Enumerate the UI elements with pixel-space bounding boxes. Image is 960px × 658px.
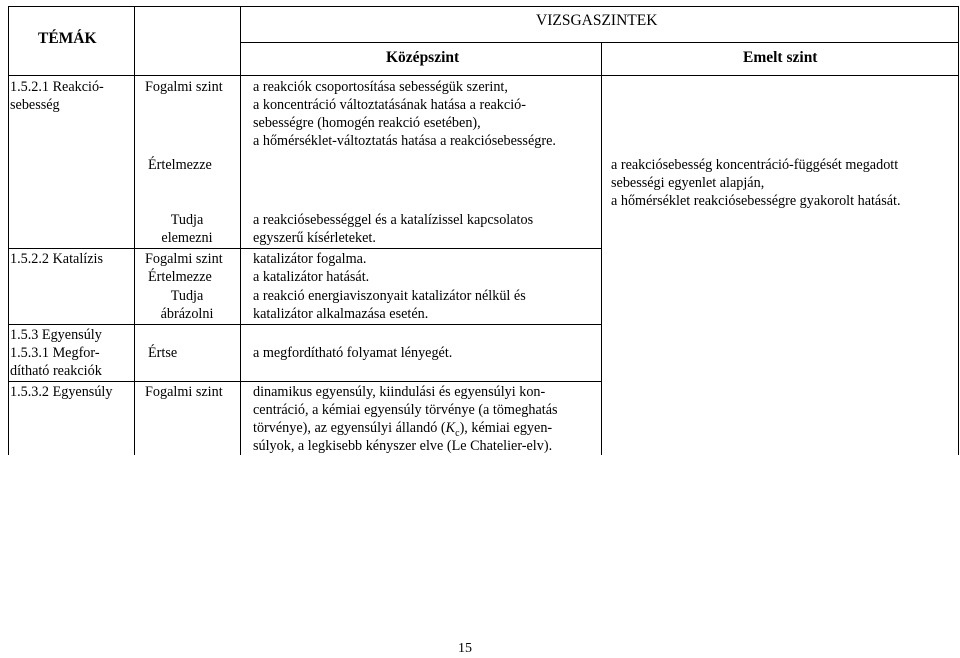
topics-header: TÉMÁK (38, 30, 97, 47)
requirement-verb: Tudja (170, 288, 204, 304)
requirement-verb: elemezni (161, 230, 213, 246)
requirement-verb: Fogalmi szint (145, 251, 223, 267)
equilibrium-constant-subscript: c (455, 427, 460, 439)
column-divider-levels (601, 42, 602, 455)
topic-label: 1.5.3.2 Egyensúly (10, 384, 113, 400)
advanced-level-text: a reakciósebesség koncentráció-függését megadott (611, 157, 899, 173)
page-number: 15 (458, 641, 472, 656)
advanced-level-text: sebességi egyenlet alapján, (611, 175, 765, 191)
requirement-verb: Fogalmi szint (145, 384, 223, 400)
requirement-verb: Értelmezze (148, 157, 212, 173)
mid-level-text: a hőmérséklet-változtatás hatása a reakciósebességre. (253, 133, 556, 149)
level-header-rule (240, 42, 959, 43)
row-separator (8, 381, 601, 382)
requirement-verb: Értelmezze (148, 269, 212, 285)
mid-level-text: egyszerű kísérleteket. (253, 230, 376, 246)
topic-label: 1.5.2.2 Katalízis (10, 251, 103, 267)
mid-level-text: a katalizátor hatását. (253, 269, 370, 285)
topic-label: 1.5.3.1 Megfor- (10, 345, 100, 361)
table-top-border (8, 6, 959, 7)
topic-label: 1.5.3 Egyensúly (10, 327, 102, 343)
requirement-verb: Tudja (170, 212, 204, 228)
equilibrium-constant-symbol: K (445, 420, 456, 436)
mid-level-text: ), kémiai egyen- (459, 420, 553, 436)
mid-level-text: katalizátor fogalma. (253, 251, 367, 267)
requirement-verb: Értse (148, 345, 178, 361)
mid-level-text: katalizátor alkalmazása esetén. (253, 306, 429, 322)
mid-level-text: a reakciósebességgel és a katalízissel kapcsolatos (253, 212, 534, 228)
mid-level-text: súlyok, a legkisebb kényszer elve (Le Chatelier-elv). (253, 438, 553, 454)
mid-level-text: a reakciók csoportosítása sebességük szerint, (253, 79, 508, 95)
mid-level-text: törvénye), az egyensúlyi állandó ( (253, 420, 446, 436)
mid-level-text: a megfordítható folyamat lényegét. (253, 345, 453, 361)
requirement-verb: ábrázolni (160, 306, 214, 322)
exam-requirements-header: VIZSGASZINTEK (536, 12, 658, 29)
topic-label: 1.5.2.1 Reakció- (10, 79, 104, 95)
requirement-verb: Fogalmi szint (145, 79, 223, 95)
header-separator (8, 75, 959, 76)
mid-level-text: dinamikus egyensúly, kiindulási és egyensúlyi kon- (253, 384, 546, 400)
row-separator (8, 324, 601, 325)
mid-level-text: a koncentráció változtatásának hatása a reakció- (253, 97, 526, 113)
table-right-border (958, 6, 959, 455)
advanced-level-header: Emelt szint (743, 49, 818, 66)
mid-level-text: sebességre (homogén reakció esetében), (253, 115, 481, 131)
mid-level-text: a reakció energiaviszonyait katalizátor nélkül és (253, 288, 526, 304)
topic-label: dítható reakciók (10, 363, 102, 379)
row-separator (8, 248, 601, 249)
advanced-level-text: a hőmérséklet reakciósebességre gyakorolt hatását. (611, 193, 901, 209)
topic-label: sebesség (10, 97, 60, 113)
table-left-border (8, 6, 9, 455)
mid-level-text: centráció, a kémiai egyensúly törvénye (a tömeghatás (253, 402, 558, 418)
mid-level-header: Középszint (386, 49, 460, 66)
column-divider-verbs (240, 6, 241, 455)
